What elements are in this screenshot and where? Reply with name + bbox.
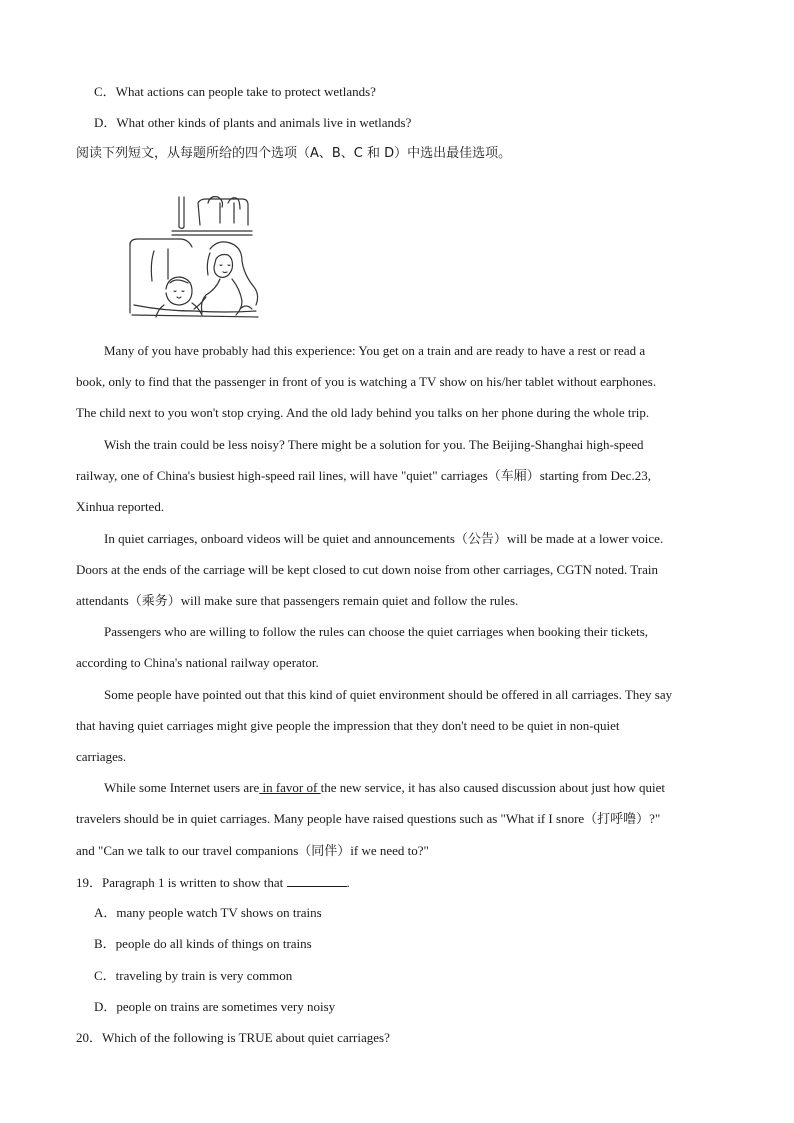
passage-p3-line3: attendants（乘务）will make sure that passengers remain quiet and follow the rules. [76,593,519,608]
passage-p5-line2: that having quiet carriages might give people the impression that they don't need to be quiet in non-quiet [76,718,620,733]
passage-p4-line1: Passengers who are willing to follow the rules can choose the quiet carriages when booking their tickets, [104,624,649,639]
reading-instruction: 阅读下列短文，从每题所给的四个选项（A、B、C 和 D）中选出最佳选项。 [76,146,512,161]
passage-p6-line3: and "Can we talk to our travel companions（同伴）if we need to?" [76,843,429,858]
passage-p1-line1: Many of you have probably had this experience: You get on a train and are ready to have a rest or read a [104,343,646,358]
passage-p3-line1: In quiet carriages, onboard videos will be quiet and announcements（公告）will be made at a lower voice. [104,531,664,546]
question-19-option-a: A．many people watch TV shows on trains [94,905,322,920]
illustration-svg [124,193,264,323]
passage-p2-line2: railway, one of China's busiest high-speed rail lines, will have "quiet" carriages（车厢）starting from Dec.23, [76,468,651,483]
question-19-period: . [346,875,350,890]
question-19-text: 19．Paragraph 1 is written to show that [76,875,284,890]
passage-p5-line3: carriages. [76,749,127,764]
question-20-stem: 20．Which of the following is TRUE about quiet carriages? [76,1030,390,1045]
answer-blank [287,874,347,887]
passage-p1-line3: The child next to you won't stop crying. And the old lady behind you talks on her phone during the whole trip. [76,405,650,420]
underlined-phrase: in favor of [259,780,321,795]
question-19-option-c: C．traveling by train is very common [94,968,293,983]
passage-p6-line1-end: the new service, it has also caused discussion about just how quiet [320,780,666,795]
passage-p2-line1: Wish the train could be less noisy? There might be a solution for you. The Beijing-Shanghai high-speed [104,437,644,452]
passage-p6-line1-start: While some Internet users are [104,780,260,795]
passage-p2-line3: Xinhua reported. [76,499,165,514]
question-19-option-b: B．people do all kinds of things on trains [94,936,312,951]
question-19-option-d: D．people on trains are sometimes very noisy [94,999,336,1014]
passage-p6-line1 [104,780,665,796]
train-passengers-illustration [124,193,264,323]
passage-p6-line2: travelers should be in quiet carriages. Many people have raised questions such as "What if I snore（打呼噜）?" [76,811,661,826]
passage-p3-line2: Doors at the ends of the carriage will be kept closed to cut down noise from other carriages, CGTN noted. Train [76,562,658,577]
prev-option-d: D．What other kinds of plants and animals live in wetlands? [94,115,412,130]
passage-p4-line2: according to China's national railway operator. [76,655,319,670]
passage-p1-line2: book, only to find that the passenger in front of you is watching a TV show on his/her tablet without earphones. [76,374,657,389]
passage-p5-line1: Some people have pointed out that this kind of quiet environment should be offered in all carriages. They say [104,687,673,702]
prev-option-c: C．What actions can people take to protect wetlands? [94,84,376,99]
question-19-stem [76,874,350,891]
